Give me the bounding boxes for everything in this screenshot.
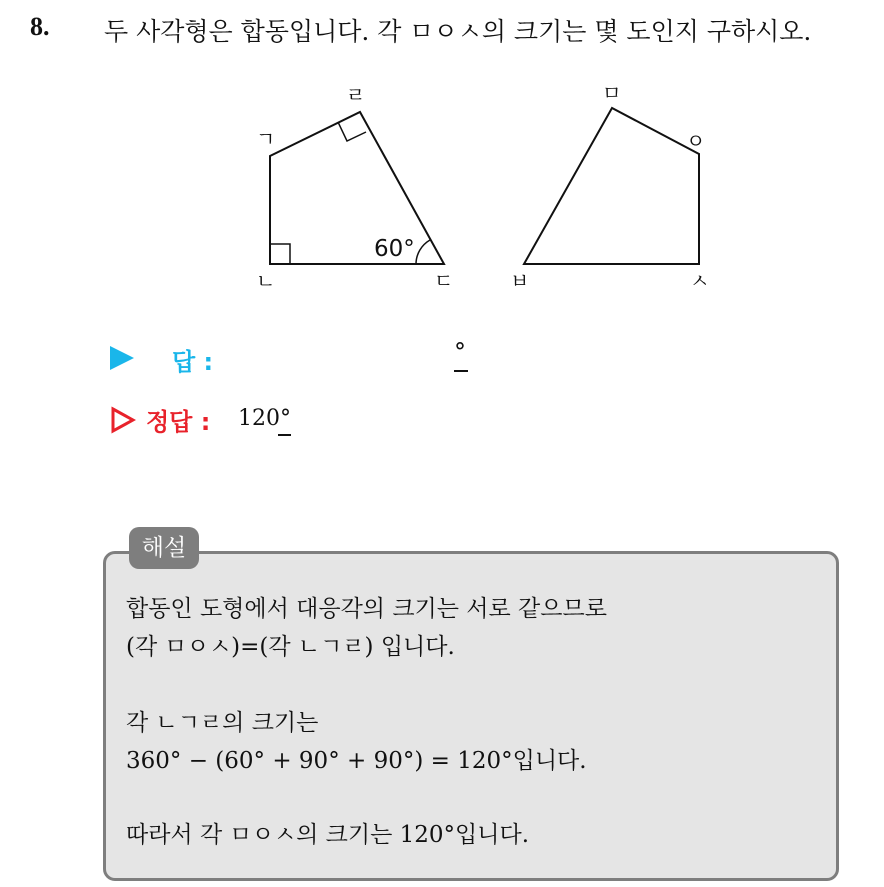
answer-label: 답 : [172, 348, 214, 376]
vertex-label-o: ㅇ [686, 129, 706, 153]
quadrilateral-right [524, 108, 699, 264]
right-angle-mark-r [338, 122, 366, 141]
correct-arrow-icon [110, 406, 136, 434]
correct-answer-label: 정답 : [146, 408, 211, 436]
answer-row [110, 338, 510, 376]
explanation-line-1: 합동인 도형에서 대응각의 크기는 서로 같으므로 [126, 596, 607, 622]
explanation-line-2: (각 ㅁㅇㅅ)=(각 ㄴㄱㄹ) 입니다. [126, 634, 455, 660]
answer-arrow-icon [110, 346, 134, 370]
correct-answer-row [110, 404, 410, 438]
question-text: 두 사각형은 합동입니다. 각 ㅁㅇㅅ의 크기는 몇 도인지 구하시오. [104, 17, 812, 46]
answer-degree-symbol: ° [454, 338, 466, 366]
right-angle-mark-n [270, 244, 290, 264]
vertex-label-s: ㅅ [690, 269, 710, 293]
vertex-label-d: ㄷ [434, 269, 454, 293]
correct-answer-value: 120° [238, 406, 291, 431]
vertex-label-r: ㄹ [346, 83, 366, 107]
angle-label-60: 60° [374, 236, 415, 262]
angle-arc-d [416, 240, 430, 264]
explanation-tab: 해설 [129, 527, 199, 569]
quadrilateral-left [270, 112, 444, 264]
vertex-label-b: ㅂ [510, 269, 530, 293]
explanation-line-5: 따라서 각 ㅁㅇㅅ의 크기는 120°입니다. [126, 822, 530, 848]
answer-underline [454, 370, 468, 372]
vertex-label-n: ㄴ [256, 269, 276, 293]
explanation-line-3: 각 ㄴㄱㄹ의 크기는 [126, 710, 319, 736]
vertex-label-m: ㅁ [602, 81, 622, 105]
congruent-quadrilaterals-figure [0, 0, 884, 320]
question-number: 8. [30, 12, 50, 41]
correct-answer-underline [278, 434, 291, 436]
vertex-label-g: ㄱ [256, 127, 276, 151]
explanation-line-4: 360° − (60° + 90° + 90°) = 120°입니다. [126, 748, 587, 774]
